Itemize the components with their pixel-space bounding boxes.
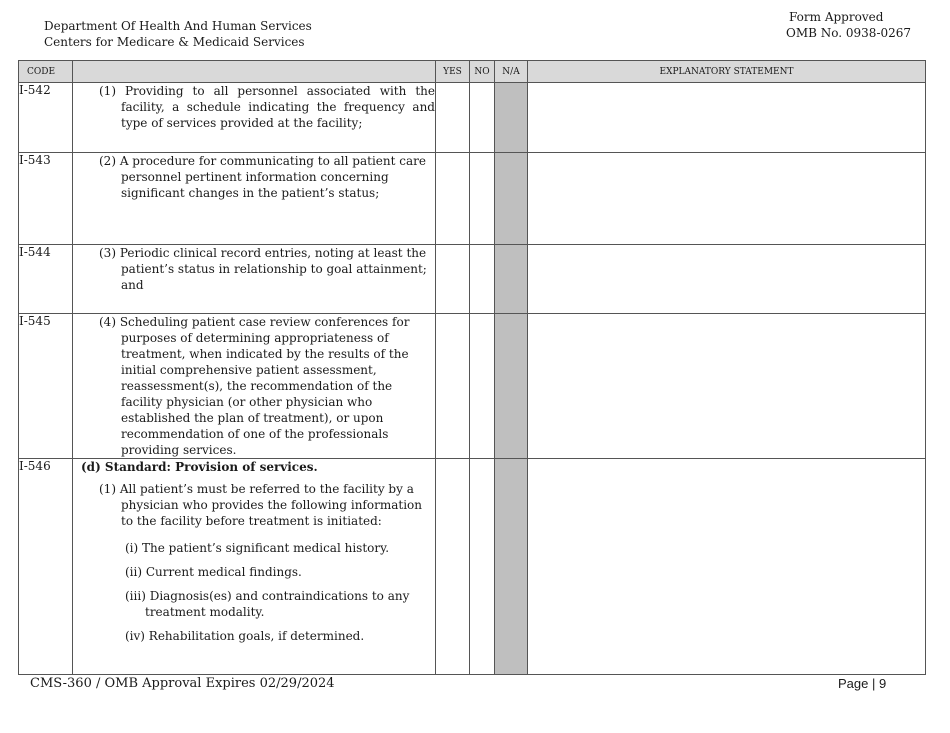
department-name: Department Of Health And Human Services [44,19,312,33]
list-item: (i) The patient’s significant medical history. [125,541,390,555]
requirement-text: (2) A procedure for communicating to all patient care personnel pertinent information concerning significant changes in the patient’s status; [99,154,426,200]
no-checkbox-cell[interactable] [470,153,495,245]
code-column-header: CODE [19,61,73,83]
yes-checkbox-cell[interactable] [436,83,470,153]
explanatory-statement-field[interactable] [528,314,926,459]
requirement-column-header [73,61,436,83]
na-column-header: N/A [495,61,528,83]
list-item: (iv) Rehabilitation goals, if determined. [125,629,365,643]
table-row [19,245,926,314]
list-item: (iii) Diagnosis(es) and contraindications to any treatment modality. [125,589,410,619]
table-row [19,153,926,245]
explanatory-statement-field[interactable] [528,245,926,314]
no-checkbox-cell[interactable] [470,314,495,459]
na-cell [495,153,528,245]
na-cell [495,459,528,675]
explanatory-statement-field[interactable] [528,459,926,675]
list-item: (ii) Current medical findings. [125,565,302,579]
requirement-text: (3) Periodic clinical record entries, noting at least the patient’s status in relationship to goal attainment; and [99,246,427,292]
survey-table [18,60,926,675]
form-approved-label: Form Approved [789,10,884,24]
no-checkbox-cell[interactable] [470,83,495,153]
agency-header [44,18,312,50]
no-column-header: NO [470,61,495,83]
form-id-footer: CMS-360 / OMB Approval Expires 02/29/2024 [30,676,335,691]
table-row [19,459,926,675]
requirement-cell [73,153,436,245]
table-row [19,314,926,459]
yes-checkbox-cell[interactable] [436,314,470,459]
requirement-cell [73,314,436,459]
na-cell [495,245,528,314]
yes-column-header: YES [436,61,470,83]
requirement-cell [73,459,436,675]
explanatory-column-header: EXPLANATORY STATEMENT [528,61,926,83]
no-checkbox-cell[interactable] [470,459,495,675]
standard-heading: (d) Standard: Provision of services. [81,460,318,474]
row-code: I-546 [19,459,73,675]
na-cell [495,83,528,153]
requirement-text: (1) All patient’s must be referred to the facility by a physician who provides the following information to the facility before treatment is initiated: [99,482,422,528]
requirement-text: (1) Providing to all personnel associated with the facility, a schedule indicating the frequency and type of services provided at the facility; [99,84,435,130]
requirement-cell [73,83,436,153]
omb-number: OMB No. 0938-0267 [786,26,912,40]
page-number: Page | 9 [838,676,887,691]
requirement-cell [73,245,436,314]
row-code: I-542 [19,83,73,153]
omb-header [786,9,911,41]
yes-checkbox-cell[interactable] [436,245,470,314]
na-cell [495,314,528,459]
yes-checkbox-cell[interactable] [436,153,470,245]
table-header-row [19,61,926,83]
yes-checkbox-cell[interactable] [436,459,470,675]
row-code: I-543 [19,153,73,245]
explanatory-statement-field[interactable] [528,153,926,245]
requirement-text: (4) Scheduling patient case review conferences for purposes of determining appropriateness of treatment, when indicated by the results of the initial comprehensive patient assessment, reassessment(s), the recommendation of the facility physician (or other physician who established the plan of treatment), or upon recommendation of one of the professionals providing services. [99,315,410,457]
no-checkbox-cell[interactable] [470,245,495,314]
row-code: I-544 [19,245,73,314]
centers-name: Centers for Medicare & Medicaid Services [44,35,305,49]
table-row [19,83,926,153]
explanatory-statement-field[interactable] [528,83,926,153]
row-code: I-545 [19,314,73,459]
